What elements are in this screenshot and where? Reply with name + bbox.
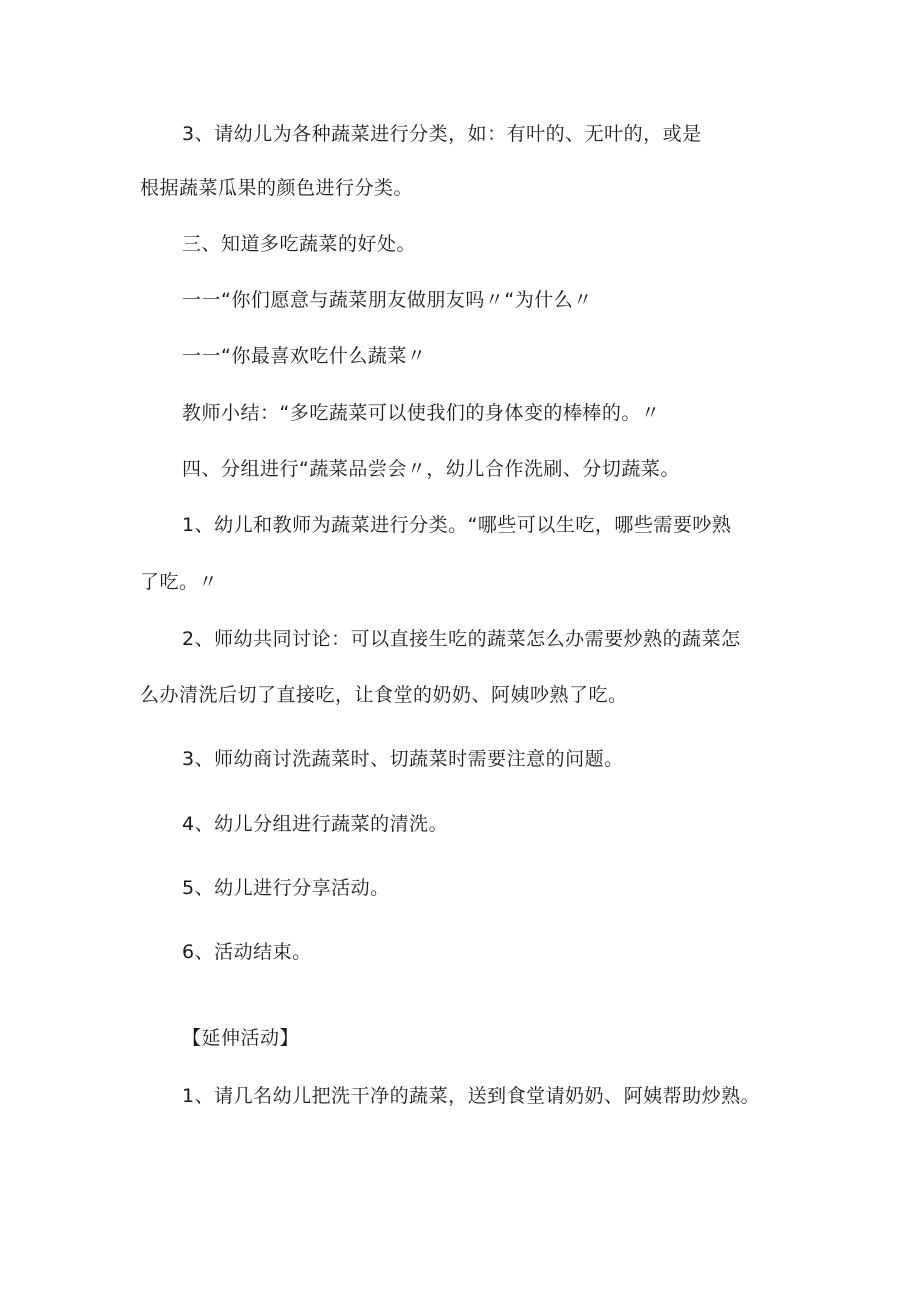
text-line: 4、幼儿分组进行蔬菜的清洗。 [182, 813, 449, 835]
text-line: 1、幼儿和教师为蔬菜进行分类。“哪些可以生吃，哪些需要吵熟 [182, 514, 732, 536]
section-heading: 三、知道多吃蔬菜的好处。 [182, 233, 417, 255]
text-line: 6、活动结束。 [182, 941, 312, 963]
text-line: 5、幼儿进行分享活动。 [182, 877, 390, 899]
text-line: 一一“你最喜欢吃什么蔬菜〃 [182, 345, 427, 367]
section-heading: 【延伸活动】 [182, 1027, 300, 1049]
text-line: 了吃。〃 [140, 571, 219, 593]
section-heading: 四、分组进行“蔬菜品尝会〃，幼儿合作洗刷、分切蔬菜。 [182, 458, 680, 480]
text-line: 1、请几名幼儿把洗干净的蔬菜，送到食堂请奶奶、阿姨帮助炒熟。 [182, 1085, 761, 1107]
text-line: 一一“你们愿意与蔬菜朋友做朋友吗〃“为什么〃 [182, 289, 593, 311]
text-line: 根据蔬菜瓜果的颜色进行分类。 [140, 177, 414, 199]
text-line: 么办清洗后切了直接吃，让食堂的奶奶、阿姨吵熟了吃。 [140, 684, 628, 706]
text-line: 3、请幼儿为各种蔬菜进行分类，如：有叶的、无叶的，或是 [182, 123, 702, 145]
text-line: 2、师幼共同讨论：可以直接生吃的蔬菜怎么办需要炒熟的蔬菜怎 [182, 628, 741, 650]
text-line: 3、师幼商讨洗蔬菜时、切蔬菜时需要注意的问题。 [182, 748, 624, 770]
text-line: 教师小结：“多吃蔬菜可以使我们的身体变的棒棒的。〃 [182, 402, 661, 424]
